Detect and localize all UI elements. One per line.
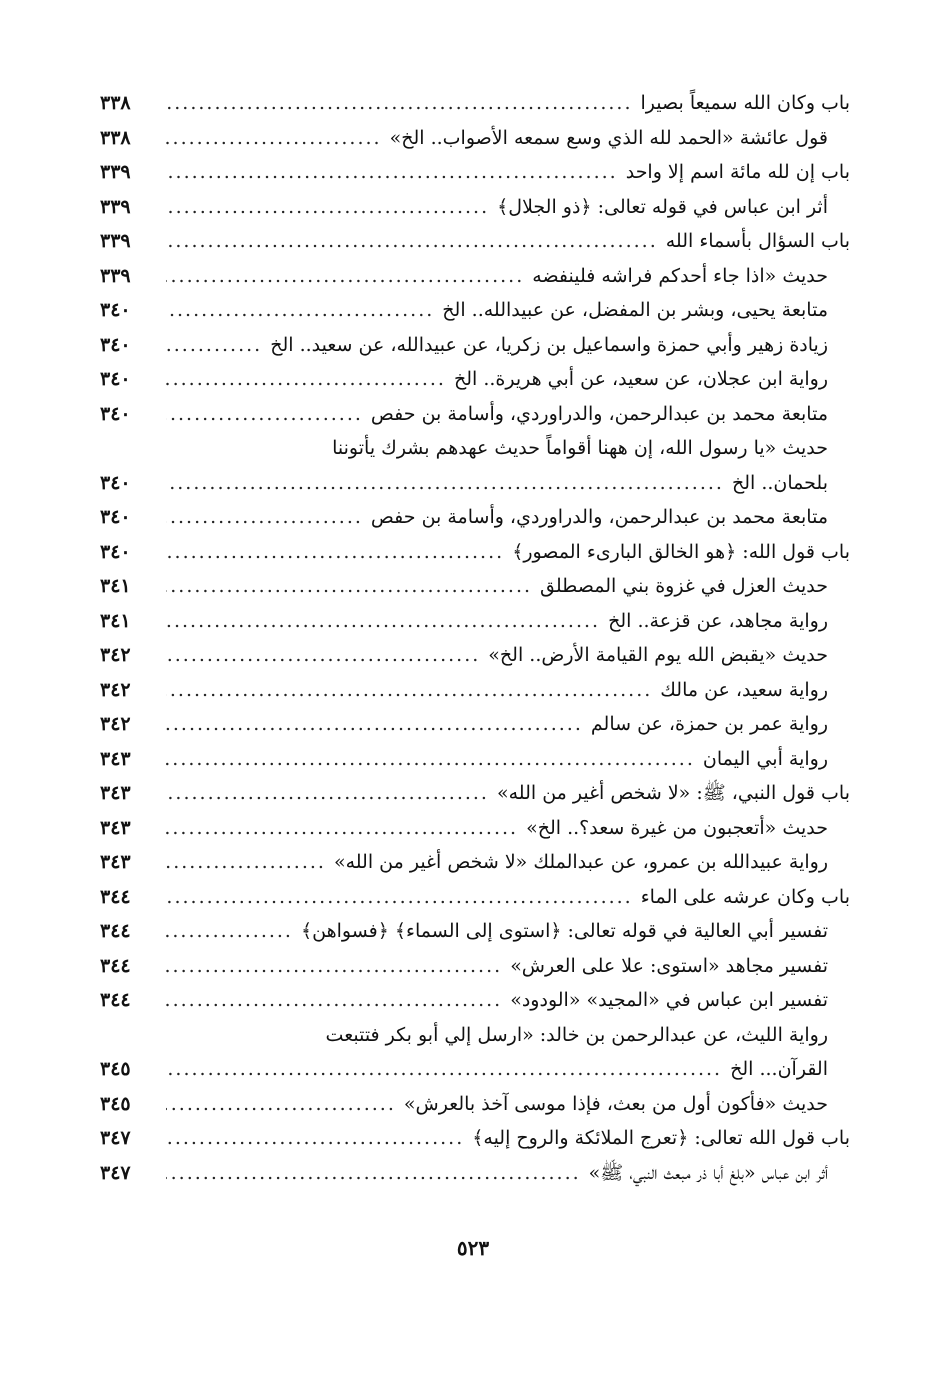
toc-entry: [100, 742, 850, 777]
toc-entry-page: ٣٤٧: [100, 1127, 131, 1149]
toc-entry-page: ٣٤٢: [100, 713, 131, 735]
toc-entry: [100, 604, 850, 639]
toc-entry-title: حديث «يا رسول الله، إن ههنا أقواماً حديث عهدهم بشرك يأتوننا: [332, 437, 828, 459]
dot-leader: [166, 328, 262, 363]
toc-entry: [100, 190, 850, 225]
toc-entry-title: باب وكان عرشه على الماء: [640, 885, 850, 908]
toc-entry-page: ٣٤٠: [100, 540, 131, 563]
dot-leader: [166, 500, 363, 535]
dot-leader: [166, 1052, 722, 1087]
toc-entry-page: ٣٤٤: [100, 920, 131, 942]
toc-entry-page: ٣٣٩: [100, 161, 131, 183]
toc-entry: [100, 1156, 850, 1191]
dot-leader: [166, 914, 293, 949]
toc-entry-title: تفسير مجاهد «استوى: علا على العرش»: [510, 954, 828, 977]
dot-leader: [166, 1087, 396, 1122]
toc-entry-page: ٣٤٥: [100, 1092, 131, 1115]
toc-entry: [100, 983, 850, 1018]
toc-entry-page: ٣٤٢: [100, 644, 131, 666]
dot-leader: [166, 776, 489, 811]
toc-entry: [100, 86, 850, 121]
toc-entry-page: ٣٤٧: [100, 1161, 131, 1184]
toc-entry-title: تفسير أبي العالية في قوله تعالى: ﴿استوى إلى السماء﴾ ﴿فسواهن﴾: [300, 920, 828, 942]
dot-leader: [166, 259, 524, 294]
toc-entry: [100, 155, 850, 190]
toc-entry-page: ٣٣٩: [100, 230, 131, 252]
toc-entry: [100, 949, 850, 984]
toc-entry: [100, 259, 850, 294]
toc-entry-page: ٣٤٣: [100, 782, 131, 804]
dot-leader: [166, 155, 618, 190]
toc-entry-page: ٣٤٥: [100, 1058, 131, 1080]
toc-entry: [100, 328, 850, 363]
toc-entry: [100, 880, 850, 915]
dot-leader: [166, 1121, 464, 1156]
toc-entry-title: باب قول الله تعالى: ﴿تعرج الملائكة والروح إليه﴾: [472, 1127, 850, 1149]
toc-entry-title: قول عائشة «الحمد لله الذي وسع سمعه الأصواب.. الخ»: [389, 126, 828, 149]
toc-entry: [100, 707, 850, 742]
dot-leader: [166, 949, 502, 984]
toc-entry-page: ٣٤٤: [100, 989, 131, 1011]
toc-entry-page: ٣٣٩: [100, 195, 131, 218]
dot-leader: [166, 190, 489, 225]
toc-entry-title: رواية مجاهد، عن قزعة.. الخ: [608, 609, 828, 632]
toc-entry-page: ٣٤٠: [100, 333, 131, 356]
toc-entry-title: حديث «يقبض الله يوم القيامة الأرض.. الخ»: [488, 644, 828, 666]
toc-entry-title: أثر ابن عباس «بلغ أبا ذر مبعث النبي، ﷺ»: [588, 1161, 828, 1184]
toc-entry: [100, 431, 850, 466]
toc-entry-title: متابعة محمد بن عبدالرحمن، والدراوردي، وأسامة بن حفص: [370, 402, 828, 425]
dot-leader: [166, 673, 652, 708]
toc-entry: [100, 811, 850, 846]
toc-entry: [100, 397, 850, 432]
toc-entry-page: ٣٤٠: [100, 402, 131, 425]
dot-leader: [166, 466, 724, 501]
toc-entry: [100, 535, 850, 570]
toc-entry-title: متابعة محمد بن عبدالرحمن، والدراوردي، وأسامة بن حفص: [370, 506, 828, 528]
toc-entry: [100, 121, 850, 156]
dot-leader: [166, 224, 658, 259]
toc-entry-page: ٣٤٠: [100, 299, 131, 321]
toc-entry-page: ٣٤٠: [100, 506, 131, 528]
toc-entry-page: ٣٤٣: [100, 851, 131, 873]
toc-entry-title: حديث «اذا جاء أحدكم فراشه فلينفضه: [532, 264, 828, 287]
toc-entry: [100, 1018, 850, 1053]
dot-leader: [166, 397, 363, 432]
toc-entry-title: بلحمان.. الخ: [731, 471, 828, 494]
dot-leader: [166, 362, 446, 397]
toc-entry-title: القرآن... الخ: [730, 1058, 828, 1080]
toc-entry-page: ٣٤١: [100, 609, 131, 632]
toc-entry: [100, 1121, 850, 1156]
toc-entry-title: باب قول النبي، ﷺ: «لا شخص أغير من الله»: [496, 782, 850, 804]
toc-entry-page: ٣٣٨: [100, 126, 131, 149]
toc-entry: [100, 673, 850, 708]
toc-entry: [100, 500, 850, 535]
toc-entry-page: ٣٣٩: [100, 264, 131, 287]
toc-entry-title: رواية عبيدالله بن عمرو، عن عبدالملك «لا شخص أغير من الله»: [333, 851, 828, 873]
toc-entry: [100, 776, 850, 811]
dot-leader: [166, 811, 518, 846]
toc-entry-page: ٣٤٠: [100, 368, 131, 390]
toc-entry-title: باب السؤال بأسماء الله: [665, 230, 850, 252]
toc-entry-page: ٣٤٢: [100, 678, 131, 701]
toc-entry: [100, 293, 850, 328]
dot-leader: [166, 604, 600, 639]
toc-entry-page: ٣٤١: [100, 575, 131, 597]
toc-entry: [100, 845, 850, 880]
toc-entry: [100, 569, 850, 604]
toc-entry: [100, 914, 850, 949]
toc-entry-title: رواية سعيد، عن مالك: [660, 678, 828, 701]
toc-entry-title: حديث «فأكون أول من بعث، فإذا موسى آخذ بالعرش»: [403, 1092, 828, 1115]
toc-entry-title: رواية الليث، عن عبدالرحمن بن خالد: «ارسل إلي أبو بكر فتتبعت: [325, 1023, 828, 1046]
toc-entry-page: ٣٤٤: [100, 954, 131, 977]
toc-entry-page: ٣٣٨: [100, 92, 131, 114]
toc-entry-page: ٣٤٠: [100, 471, 131, 494]
toc-entry-title: متابعة يحيى، وبشر بن المفضل، عن عبيدالله.. الخ: [442, 299, 828, 321]
dot-leader: [166, 569, 532, 604]
dot-leader: [166, 1156, 581, 1191]
table-of-contents: [100, 86, 850, 1190]
dot-leader: [166, 983, 502, 1018]
toc-entry-page: ٣٤٣: [100, 747, 131, 770]
toc-entry-page: ٣٤٤: [100, 885, 131, 908]
toc-entry: [100, 638, 850, 673]
dot-leader: [166, 121, 382, 156]
toc-entry: [100, 224, 850, 259]
dot-leader: [166, 707, 583, 742]
dot-leader: [166, 535, 504, 570]
dot-leader: [166, 293, 434, 328]
toc-entry-title: باب إن لله مائة اسم إلا واحد: [625, 161, 850, 183]
dot-leader: [166, 880, 633, 915]
toc-entry: [100, 1052, 850, 1087]
dot-leader: [166, 86, 633, 121]
toc-entry-title: تفسير ابن عباس في «المجيد» «الودود»: [510, 989, 828, 1011]
toc-entry-title: رواية عمر بن حمزة، عن سالم: [590, 713, 828, 735]
page-number: ٥٢٣: [456, 1236, 490, 1260]
toc-entry-page: ٣٤٣: [100, 816, 131, 839]
toc-entry-title: باب وكان الله سميعاً بصيرا: [640, 92, 850, 114]
toc-entry-title: أثر ابن عباس في قوله تعالى: ﴿ذو الجلال﴾: [497, 195, 828, 218]
dot-leader: [166, 742, 695, 777]
toc-entry-title: حديث العزل في غزوة بني المصطلق: [540, 575, 828, 597]
toc-entry: [100, 466, 850, 501]
dot-leader: [166, 845, 326, 880]
toc-entry-title: رواية أبي اليمان: [702, 747, 828, 770]
toc-entry: [100, 362, 850, 397]
toc-entry-title: زيادة زهير وأبي حمزة واسماعيل بن زكريا، عن عبيدالله، عن سعيد.. الخ: [270, 333, 828, 356]
dot-leader: [166, 638, 480, 673]
toc-entry: [100, 1087, 850, 1122]
toc-entry-title: حديث «أتعجبون من غيرة سعد؟.. الخ»: [526, 816, 828, 839]
toc-entry-title: رواية ابن عجلان، عن سعيد، عن أبي هريرة.. الخ: [453, 368, 828, 390]
toc-entry-title: باب قول الله: ﴿هو الخالق البارىء المصور﴾: [512, 540, 850, 563]
